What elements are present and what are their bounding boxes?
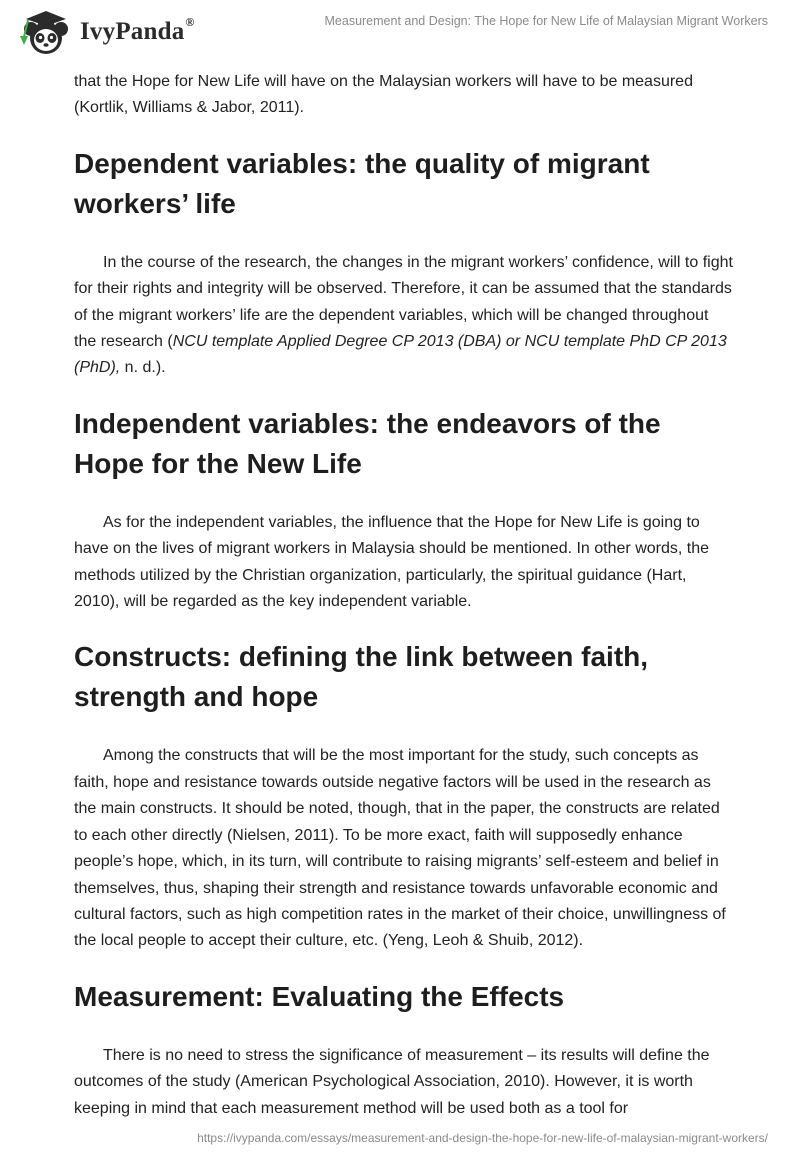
source-url-link[interactable]: https://ivypanda.com/essays/measurement-and-design-the-hope-for-new-life-of-malaysian-migrant-workers/ [197, 1131, 768, 1145]
intro-paragraph: that the Hope for New Life will have on the Malaysian workers will have to be measured (Kortlik, Williams & Jabor, 2011). [74, 73, 693, 117]
section-heading-independent-variables: Independent variables: the endeavors of the Hope for the New Life [74, 407, 661, 479]
section-heading-dependent-variables: Dependent variables: the quality of migrant workers’ life [74, 147, 650, 219]
citation-italic: NCU template Applied Degree CP 2013 (DBA) or NCU template PhD CP 2013 (PhD), [74, 333, 727, 377]
panda-graduate-logo-icon[interactable] [12, 7, 82, 57]
brand-name[interactable]: IvyPanda® [80, 15, 195, 45]
section-paragraph-constructs: Among the constructs that will be the most important for the study, such concepts as faith, hope and resistance towards outside negative factors will be used in the research as the main constructs. It should be noted, though, that in the paper, the constructs are related to each other directly (Nielsen, 2011). To be more exact, faith will supposedly enhance people’s hope, which, in its turn, will contribute to raising migrants’ self-esteem and belief in themselves, thus, shaping their strength and resistance towards unfavorable economic and cultural factors, such as high competition rates in the market of their choice, unwillingness of the local people to accept their culture, etc. (Yeng, Leoh & Shuib, 2012). [74, 747, 726, 950]
section-heading-measurement: Measurement: Evaluating the Effects [74, 980, 565, 1012]
article-body [74, 69, 734, 1122]
section-heading-constructs: Constructs: defining the link between faith, strength and hope [74, 641, 649, 713]
section-paragraph-measurement: There is no need to stress the significance of measurement – its results will define the outcomes of the study (American Psychological Association, 2010). However, it is worth keeping in mind that each measurement method will be used both as a tool for [74, 1046, 710, 1117]
registered-mark: ® [185, 15, 195, 29]
section-paragraph-independent-variables: As for the independent variables, the influence that the Hope for New Life is going to have on the lives of migrant workers in Malaysia should be mentioned. In other words, the methods utilized by the Christian organization, particularly, the spiritual guidance (Hart, 2010), will be regarded as the key independent variable. [74, 513, 709, 611]
document-title: Measurement and Design: The Hope for New Life of Malaysian Migrant Workers [324, 14, 768, 28]
section-paragraph-dependent-variables: In the course of the research, the changes in the migrant workers’ confidence, will to fight for their rights and integrity will be observed. Therefore, it can be assumed that the standards of the migrant workers’ life are the dependent variables, which will be changed throughout the research (NCU template Applied Degree CP 2013 (DBA) or NCU template PhD CP 2013 (PhD), n. d.). [74, 253, 733, 377]
page-header [0, 0, 800, 64]
